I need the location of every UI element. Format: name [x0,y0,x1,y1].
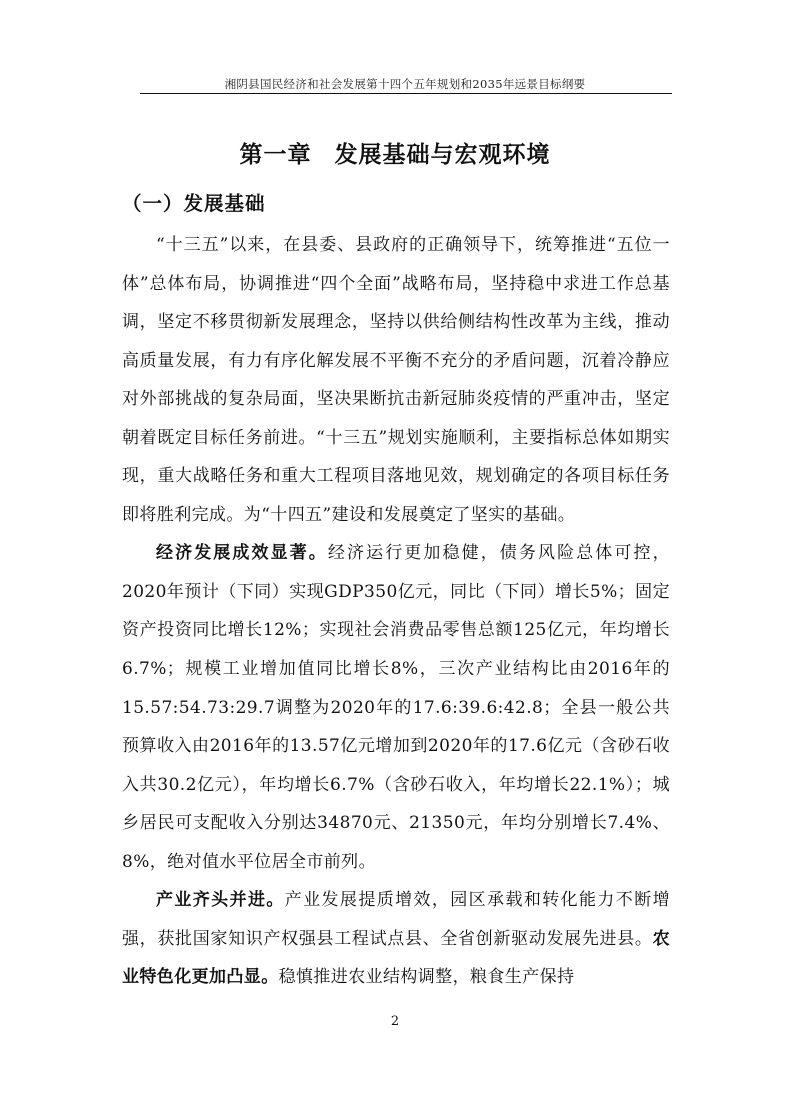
economy-paragraph [122,534,670,881]
agriculture-text: 稳慎推进农业结构调整，粮食生产保持 [278,967,575,988]
running-header: 湘阴县国民经济和社会发展第十四个五年规划和2035年远景目标纲要 [224,77,586,91]
economy-lead: 经济发展成效显著。 [156,543,328,564]
section-heading: （一）发展基础 [122,192,266,215]
intro-paragraph: “十三五”以来，在县委、县政府的正确领导下，统筹推进“五位一体”总体布局，协调推进“四个全面”战略布局，坚持稳中求进工作总基调，坚定不移贯彻新发展理念，坚持以供给侧结构性改革为主线，推动高质量发展，有力有序化解发展不平衡不充分的矛盾问题，沉着冷静应对外部挑战的复杂局面，坚决果断抗击新冠肺炎疫情的严重冲击，坚定朝着既定目标任务前进。“十三五”规划实施顺利，主要指标总体如期实现，重大战略任务和重大工程项目落地见效，规划确定的各项目标任务即将胜利完成。为“十四五”建设和发展奠定了坚实的基础。 [122,235,670,525]
industry-paragraph [122,881,670,997]
industry-lead: 产业齐头并进。 [156,890,285,911]
agriculture-lead: 农业特色化更加凸显。 [122,928,670,988]
industry-text: 产业发展提质增效，园区承载和转化能力不断增强，获批国家知识产权强县工程试点县、全省创新驱动发展先进县。 [122,890,670,949]
economy-text: 经济运行更加稳健，债务风险总体可控，2020年预计（下同）实现GDP350亿元，同比（下同）增长5%；固定资产投资同比增长12%；实现社会消费品零售总额125亿元，年均增长6.7%；规模工业增加值同比增长8%，三次产业结构比由2016年的15.57:54.73:29.7调整为2020年的17.6:39.6:42.8；全县一般公共预算收入由2016年的13.57亿元增加到2020年的17.6亿元（含砂石收入共30.2亿元），年均增长6.7%（含砂石收入，年均增长22.1%）；城乡居民可支配收入分别达34870元、21350元，年均分别增长7.4%、8%，绝对值水平位居全市前列。 [122,543,670,872]
body-text [122,226,670,997]
header-rule [140,93,672,94]
chapter-title: 第一章 发展基础与宏观环境 [239,141,551,168]
page-number: 2 [390,1014,400,1029]
